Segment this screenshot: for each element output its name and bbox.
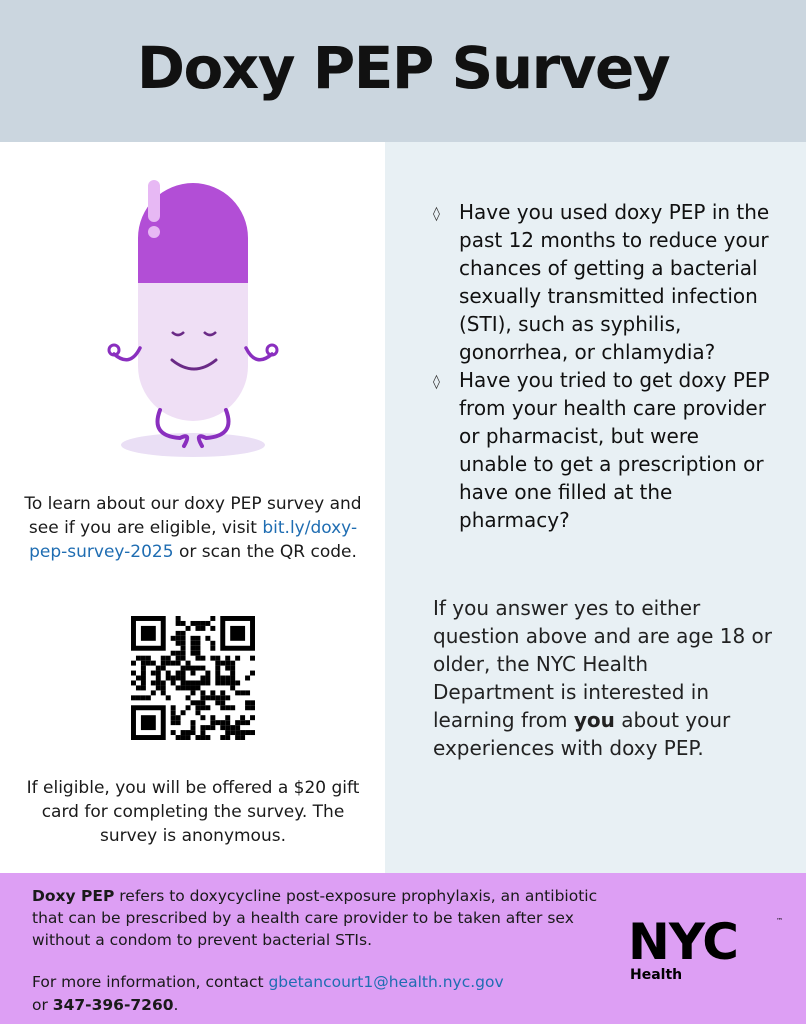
pill-shine (148, 180, 160, 222)
diamond-bullet-icon: ◊ (433, 206, 440, 222)
question-item (433, 366, 773, 534)
right-panel (385, 142, 806, 873)
survey-info-text (18, 492, 368, 564)
left-panel (0, 142, 385, 873)
gift-card-text: If eligible, you will be offered a $20 gift card for completing the survey. The survey is anonymous. (26, 778, 360, 846)
answer-text (433, 594, 773, 762)
contact-email-link[interactable]: gbetancourt1@health.nyc.gov (268, 973, 504, 991)
definition-term: Doxy PEP (32, 887, 115, 905)
question-text: Have you used doxy PEP in the past 12 months to reduce your chances of getting a bacterial sexually transmitted infection (STI), such as syphilis, gonorrhea, or chlamydia? (459, 200, 770, 364)
right-hand (267, 345, 277, 355)
survey-info-post: or scan the QR code. (173, 542, 357, 562)
qr-code[interactable] (131, 616, 255, 740)
eligibility-questions (433, 198, 773, 534)
question-text: Have you tried to get doxy PEP from your health care provider or pharmacist, but were unable to get a prescription or have one filled at the pharmacy? (459, 368, 770, 532)
logo-nyc-text: NYC (628, 913, 738, 971)
pill-shine-dot (148, 226, 160, 238)
contact-phone[interactable]: 347-396-7260 (52, 996, 174, 1014)
nyc-health-logo (628, 915, 788, 987)
header-banner (0, 0, 806, 142)
contact-text (32, 971, 602, 1017)
footer-banner (0, 873, 806, 1024)
answer-pre: If you answer yes to either question above and are age 18 or older, the NYC Health Department is interested in learning from (433, 596, 773, 732)
pill-shadow (121, 433, 265, 457)
contact-pre: For more information, contact (32, 973, 269, 991)
definition-body: refers to doxycycline post-exposure prophylaxis, an antibiotic that can be prescribed by a health care provider to be taken after sex without a condom to prevent bacterial STIs. (32, 887, 598, 949)
meditating-pill-illustration (100, 148, 290, 458)
left-hand (109, 345, 119, 355)
answer-post: about your experiences with doxy PEP. (433, 708, 731, 760)
diamond-bullet-icon: ◊ (433, 374, 440, 390)
contact-mid: or (32, 996, 53, 1014)
answer-emphasis: you (573, 708, 615, 732)
question-item (433, 198, 773, 366)
pill-bottom-half (138, 283, 248, 421)
survey-info-pre: To learn about our doxy PEP survey and see if you are eligible, visit (24, 494, 362, 538)
logo-health-text: Health (630, 967, 683, 983)
page-title: Doxy PEP Survey (136, 34, 670, 102)
definition-text (32, 885, 602, 951)
survey-link[interactable]: bit.ly/doxy-pep-survey-2025 (29, 518, 358, 562)
contact-end: . (173, 996, 179, 1014)
logo-trademark: ™ (776, 917, 783, 925)
